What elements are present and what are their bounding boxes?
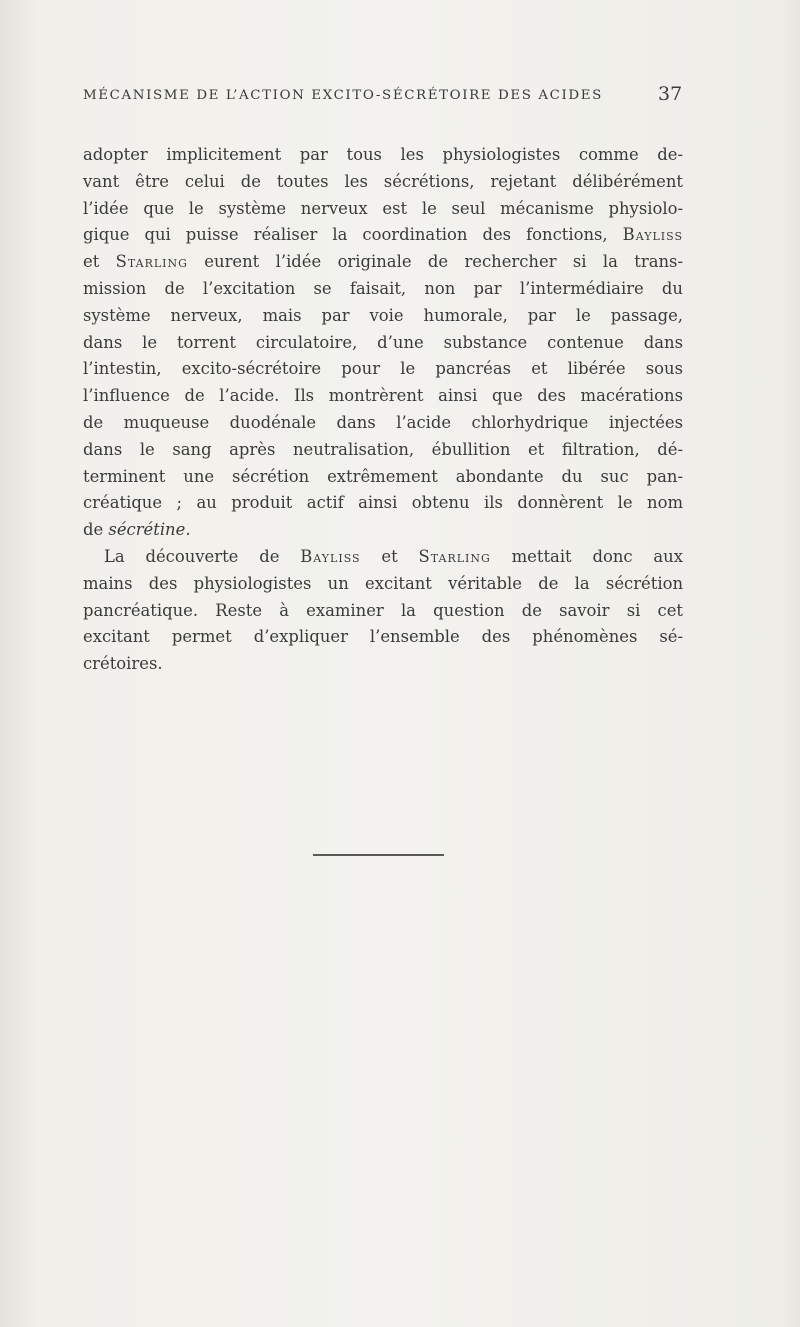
text-segment: et — [83, 252, 116, 272]
text-line — [83, 598, 683, 625]
text-segment: de — [83, 520, 109, 540]
text-line — [83, 196, 683, 223]
text-segment: dans le sang après neutralisation, ébullition et filtration, dé- — [83, 439, 683, 459]
text-line — [83, 517, 683, 544]
page-number: 37 — [658, 83, 683, 105]
text-segment: de muqueuse duodénale dans l’acide chlorhydrique injectées — [83, 412, 683, 432]
text-line — [83, 356, 683, 383]
text-line — [83, 222, 683, 249]
text-line — [83, 303, 683, 330]
text-segment: système nerveux, mais par voie humorale, par le passage, — [83, 305, 683, 325]
running-title: MÉCANISME DE L’ACTION EXCITO-SÉCRÉTOIRE DES ACIDES — [83, 88, 603, 103]
text-segment: eurent l’idée originale de rechercher si la trans- — [187, 252, 684, 272]
text-line — [83, 249, 683, 276]
text-segment: dans le torrent circulatoire, d’une substance contenue dans — [83, 332, 683, 352]
text-line — [83, 437, 683, 464]
text-line — [83, 651, 683, 678]
text-segment: mettait donc aux — [490, 546, 683, 566]
text-line — [83, 544, 683, 571]
text-segment: vant être celui de toutes les sécrétions, rejetant délibérément — [83, 171, 683, 191]
author-name: Starling — [115, 252, 188, 272]
text-segment: et — [360, 546, 419, 566]
paragraph — [83, 142, 683, 544]
paragraph — [83, 544, 683, 678]
text-line — [83, 169, 683, 196]
text-segment: pancréatique. Reste à examiner la question de savoir si cet — [83, 600, 683, 620]
text-line — [83, 383, 683, 410]
emphasis-term: sécrétine. — [108, 520, 191, 540]
text-segment: adopter implicitement par tous les physiologistes comme de- — [83, 145, 683, 164]
text-segment: gique qui puisse réaliser la coordination des fonctions, — [83, 225, 623, 245]
section-divider — [313, 854, 444, 856]
text-line — [83, 464, 683, 491]
text-line — [83, 410, 683, 437]
author-name: Starling — [418, 546, 491, 566]
text-segment: l’intestin, excito-sécrétoire pour le pancréas et libérée sous — [83, 359, 683, 379]
text-segment: l’idée que le système nerveux est le seul mécanisme physiolo- — [83, 198, 683, 218]
author-name: Bayliss — [300, 546, 361, 566]
text-segment: La découverte de — [104, 546, 301, 566]
text-segment: mains des physiologistes un excitant véritable de la sécrétion — [83, 573, 683, 593]
text-line — [83, 571, 683, 598]
text-line — [83, 624, 683, 651]
author-name: Bayliss — [622, 225, 683, 245]
body-text — [83, 142, 683, 678]
text-segment: crétoires. — [83, 654, 163, 674]
text-line — [83, 276, 683, 303]
text-line — [83, 330, 683, 357]
text-segment: mission de l’excitation se faisait, non par l’intermédiaire du — [83, 278, 683, 298]
text-segment: créatique ; au produit actif ainsi obtenu ils donnèrent le nom — [83, 493, 683, 513]
text-segment: l’influence de l’acide. Ils montrèrent ainsi que des macérations — [83, 386, 683, 406]
text-segment: excitant permet d’expliquer l’ensemble des phénomènes sé- — [83, 627, 683, 647]
text-segment: terminent une sécrétion extrêmement abondante du suc pan- — [83, 466, 683, 486]
text-line — [83, 490, 683, 517]
page-header — [83, 83, 683, 112]
text-line — [83, 142, 683, 169]
